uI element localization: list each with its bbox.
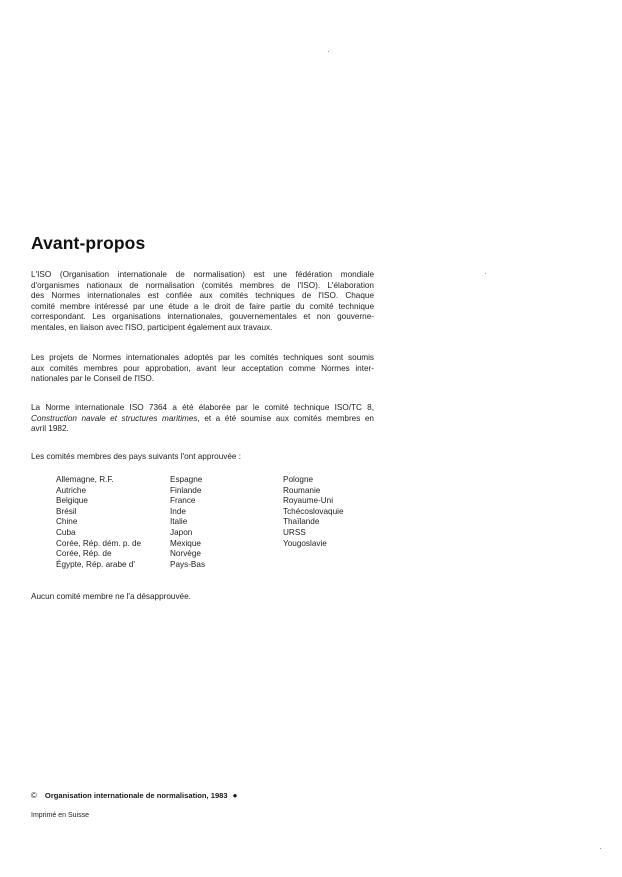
printed-in-note: Imprimé en Suisse [31, 812, 89, 819]
text-line: Les comités membres des pays suivants l'ont approuvée : [31, 452, 241, 461]
bullet-icon: ● [232, 791, 238, 800]
text-line [31, 414, 374, 425]
text-line: des Normes internationales est confiée aux comités techniques de l'ISO. Chaque [31, 291, 374, 301]
scan-speck [328, 51, 329, 52]
foreword-paragraph-standard-origin [31, 403, 374, 435]
country-column-1 [56, 475, 141, 570]
country-name: Égypte, Rép. arabe d' [56, 559, 135, 569]
foreword-paragraph-organisation [31, 270, 374, 334]
text-line: L'ISO (Organisation internationale de normalisation) est une fédération mondiale [31, 270, 374, 279]
country-name: Tchécoslovaquie [283, 506, 344, 516]
page-title: Avant-propos [31, 233, 146, 253]
text-line: Aucun comité membre ne l'a désapprouvée. [31, 592, 191, 601]
country-name: Allemagne, R.F. [56, 475, 114, 484]
country-name: Autriche [56, 485, 87, 495]
foreword-paragraph-approval-process [31, 353, 374, 385]
text-line: mentales, en liaison avec l'ISO, participent également aux travaux. [31, 322, 273, 332]
country-name: Roumanie [283, 485, 321, 495]
text-line: aux comités membres pour approbation, avant leur acceptation comme Normes inter- [31, 363, 374, 373]
country-name: Belgique [56, 496, 88, 506]
copyright-text: Organisation internationale de normalisation, 1983 [44, 791, 228, 800]
country-name: Corée, Rép. de [56, 549, 112, 559]
country-name: Brésil [56, 506, 77, 516]
country-name: Norvège [170, 549, 201, 559]
country-name: Yougoslavie [283, 538, 327, 548]
country-name: Italie [170, 517, 188, 527]
text-line: avril 1982. [31, 424, 69, 434]
text-line: Les projets de Normes internationales adoptés par les comités techniques sont soumis [31, 353, 374, 362]
country-name: Pologne [283, 475, 314, 484]
scan-speck [485, 273, 486, 274]
country-name: France [170, 496, 196, 506]
approval-intro [31, 452, 374, 463]
text-line: correspondant. Les organisations internationales, gouvernementales et non gouverne- [31, 312, 374, 322]
text-line: nationales par le Conseil de l'ISO. [31, 374, 155, 384]
country-name: Mexique [170, 538, 201, 548]
country-column-2 [170, 475, 205, 570]
country-name: Thaïlande [283, 517, 320, 527]
country-name: Japon [170, 527, 193, 537]
text-line: La Norme internationale ISO 7364 a été élaborée par le comité technique ISO/TC 8, [31, 403, 374, 412]
country-name: Chine [56, 517, 78, 527]
text-line: d'organismes nationaux de normalisation (comités membres de l'ISO). L'élaboration [31, 280, 374, 290]
country-name: Royaume-Uni [283, 496, 334, 506]
country-name: Inde [170, 506, 186, 516]
text-line: comité membre intéressé par une étude a le droit de faire partie du comité technique [31, 301, 374, 311]
country-name: Corée, Rép. dém. p. de [56, 538, 142, 548]
country-name: Cuba [56, 527, 76, 537]
country-name: Finlande [170, 485, 202, 495]
country-name: Espagne [170, 475, 203, 484]
copyright-icon: © [31, 791, 37, 800]
disapproval-note [31, 592, 374, 603]
text-fragment: , et a été soumise aux comités membres en [197, 413, 374, 423]
country-column-3 [283, 475, 344, 549]
scan-speck [600, 848, 601, 849]
country-name: URSS [283, 527, 306, 537]
committee-title: Construction navale et structures maritimes [31, 413, 198, 423]
country-name: Pays-Bas [170, 559, 206, 569]
copyright-line [31, 791, 237, 800]
